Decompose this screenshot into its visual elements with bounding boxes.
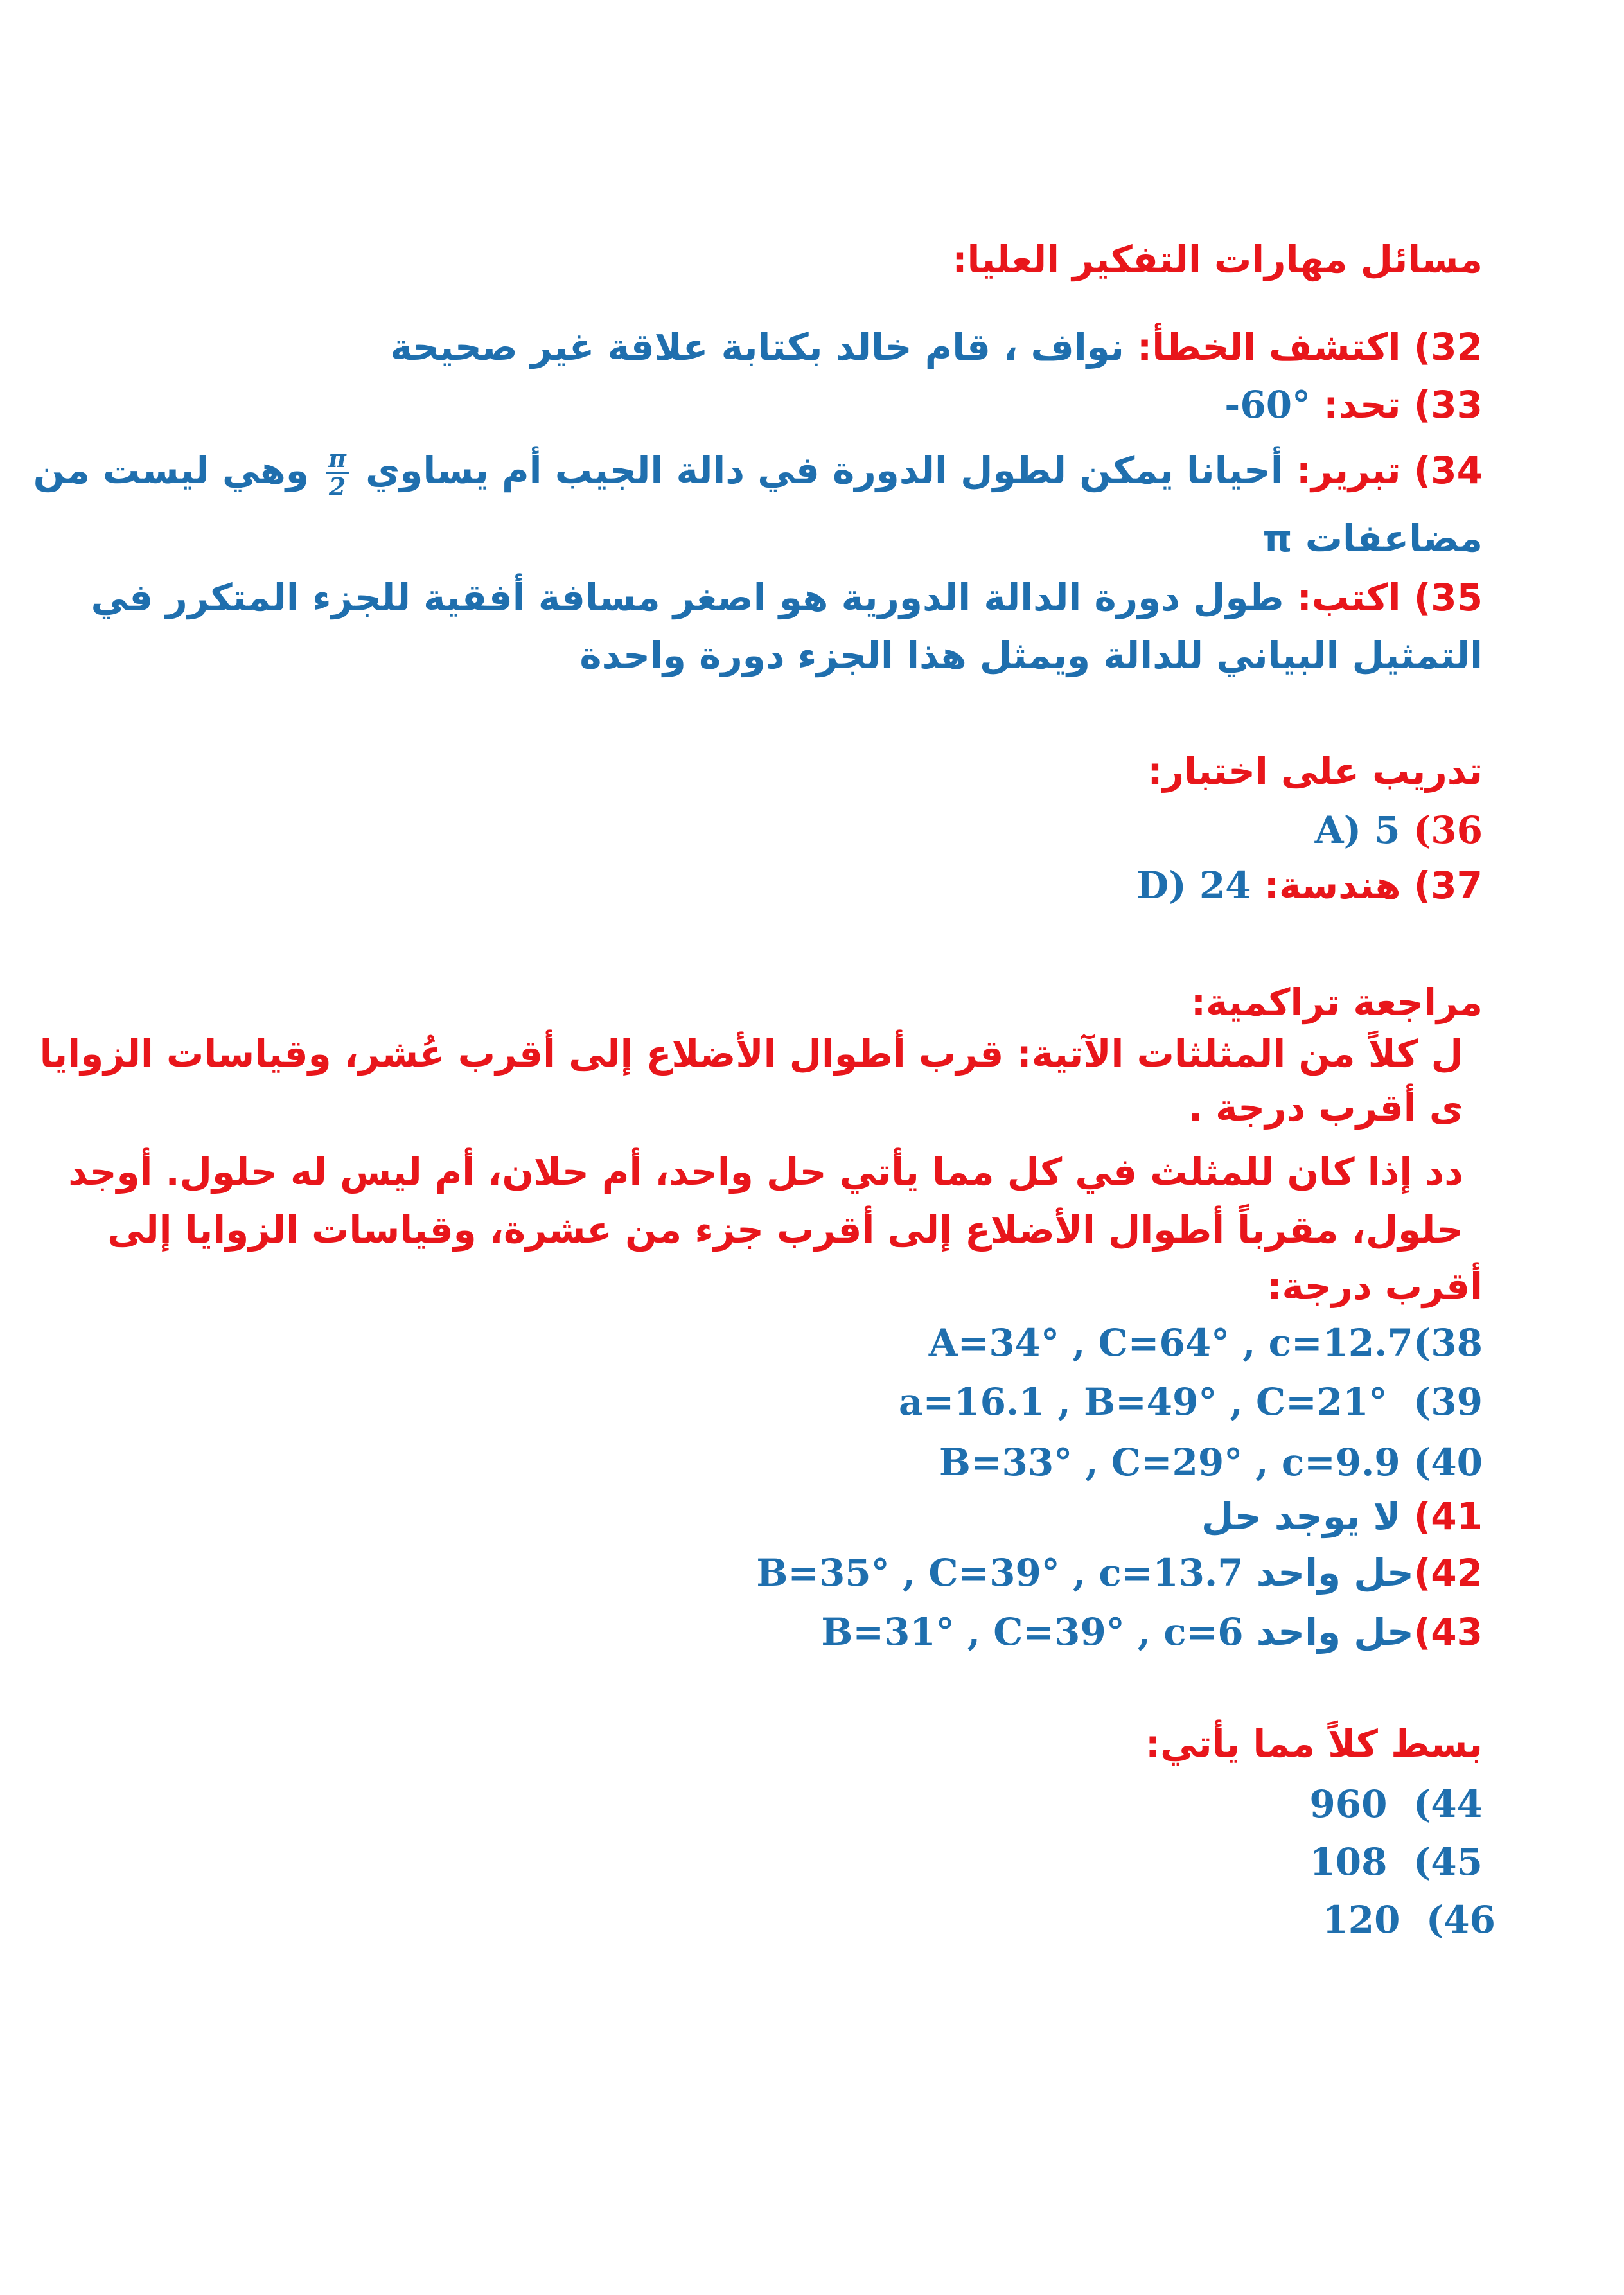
question-number: 41) bbox=[1413, 1494, 1483, 1538]
question-45 bbox=[1309, 1835, 1483, 1889]
question-label: اكتب: bbox=[1296, 576, 1401, 619]
instruction-2-line2: حلول، مقرباً أطوال الأضلاع إلى أقرب جزء من عشرة، وقياسات الزوايا إلى bbox=[107, 1208, 1463, 1252]
question-34 bbox=[33, 443, 1483, 500]
question-number: (38 bbox=[1413, 1321, 1483, 1365]
question-text: أحيانا يمكن لطول الدورة في دالة الجيب أم يساوي bbox=[352, 448, 1284, 492]
instruction-2-line3: أقرب درجة: bbox=[1267, 1264, 1483, 1308]
answer-value: A) 5 bbox=[1314, 808, 1400, 852]
question-label: تبرير: bbox=[1296, 448, 1401, 492]
answer-value: B=33° , C=29° , c=9.9 bbox=[939, 1440, 1400, 1484]
question-32 bbox=[390, 320, 1483, 374]
question-35-line2: التمثيل البياني للدالة ويمثل هذا الجزء دورة واحدة bbox=[579, 634, 1483, 677]
question-40 bbox=[939, 1435, 1483, 1489]
question-label: تحد: bbox=[1323, 383, 1401, 427]
question-46 bbox=[1322, 1893, 1496, 1947]
heading-test-practice: تدريب على اختبار: bbox=[1147, 749, 1483, 793]
question-37 bbox=[1136, 858, 1483, 912]
question-text: نواف ، قام خالد بكتابة علاقة غير صحيحة bbox=[390, 325, 1124, 369]
answer-label: حل واحد bbox=[1256, 1551, 1414, 1595]
question-number: 35) bbox=[1413, 576, 1483, 619]
fraction-pi-over-2: $\frac{\pi}{2}$ bbox=[326, 446, 349, 500]
answer-label: حل واحد bbox=[1256, 1610, 1414, 1654]
heading-cumulative-review: مراجعة تراكمية: bbox=[1190, 980, 1483, 1024]
question-number: (44 bbox=[1413, 1782, 1483, 1826]
answer-value: D) 24 bbox=[1136, 864, 1251, 907]
question-34-line2: مضاعفات π bbox=[1262, 517, 1483, 560]
question-label: هندسة: bbox=[1264, 864, 1401, 907]
instruction-1-line2: ى أقرب درجة . bbox=[1188, 1086, 1463, 1130]
heading-simplify: بسط كلاً مما يأتي: bbox=[1145, 1722, 1483, 1766]
question-number: 36) bbox=[1413, 808, 1483, 852]
answer-value: -60° bbox=[1224, 383, 1311, 427]
answer-value: 108 bbox=[1309, 1840, 1388, 1884]
question-38 bbox=[929, 1316, 1483, 1370]
answer-value: A=34° , C=64° , c=12.7 bbox=[928, 1321, 1413, 1365]
question-44 bbox=[1309, 1777, 1483, 1831]
question-36 bbox=[1315, 803, 1483, 857]
question-text-continued: وهي ليست من bbox=[33, 448, 309, 492]
answer-value: 120 bbox=[1322, 1898, 1400, 1942]
question-number: 42) bbox=[1413, 1551, 1483, 1595]
question-number: 34) bbox=[1413, 448, 1483, 492]
answer-value: 960 bbox=[1309, 1782, 1388, 1826]
question-41 bbox=[1201, 1489, 1483, 1543]
question-33 bbox=[1224, 378, 1483, 432]
question-number: 32) bbox=[1413, 325, 1483, 369]
answer-value: B=31° , C=39° , c=6 bbox=[821, 1610, 1244, 1654]
question-42 bbox=[756, 1546, 1483, 1600]
question-number: 43) bbox=[1413, 1610, 1483, 1654]
question-text: طول دورة الدالة الدورية هو اصغر مسافة أفقية للجزء المتكرر في bbox=[91, 576, 1284, 619]
question-35 bbox=[91, 571, 1483, 625]
question-number: (40 bbox=[1413, 1440, 1483, 1484]
question-number: 33) bbox=[1413, 383, 1483, 427]
instruction-2: دد إذا كان للمثلث في كل مما يأتي حل واحد، أم حلان، أم ليس له حلول. أوجد bbox=[68, 1150, 1463, 1194]
answer-value: B=35° , C=39° , c=13.7 bbox=[756, 1551, 1244, 1595]
answer-value: a=16.1 , B=49° , C=21° bbox=[899, 1380, 1388, 1424]
question-number: (46 bbox=[1425, 1898, 1496, 1942]
question-39 bbox=[899, 1375, 1483, 1429]
question-number: 37) bbox=[1413, 864, 1483, 907]
question-43 bbox=[821, 1605, 1483, 1659]
question-label: اكتشف الخطأ: bbox=[1137, 325, 1401, 369]
heading-higher-thinking: مسائل مهارات التفكير العليا: bbox=[952, 238, 1483, 281]
question-number: (39 bbox=[1413, 1380, 1483, 1424]
answer-value: لا يوجد حل bbox=[1201, 1494, 1401, 1538]
question-number: (45 bbox=[1413, 1840, 1483, 1884]
instruction-1: ل كلاً من المثلثات الآتية: قرب أطوال الأضلاع إلى أقرب عُشر، وقياسات الزوايا bbox=[39, 1032, 1463, 1076]
